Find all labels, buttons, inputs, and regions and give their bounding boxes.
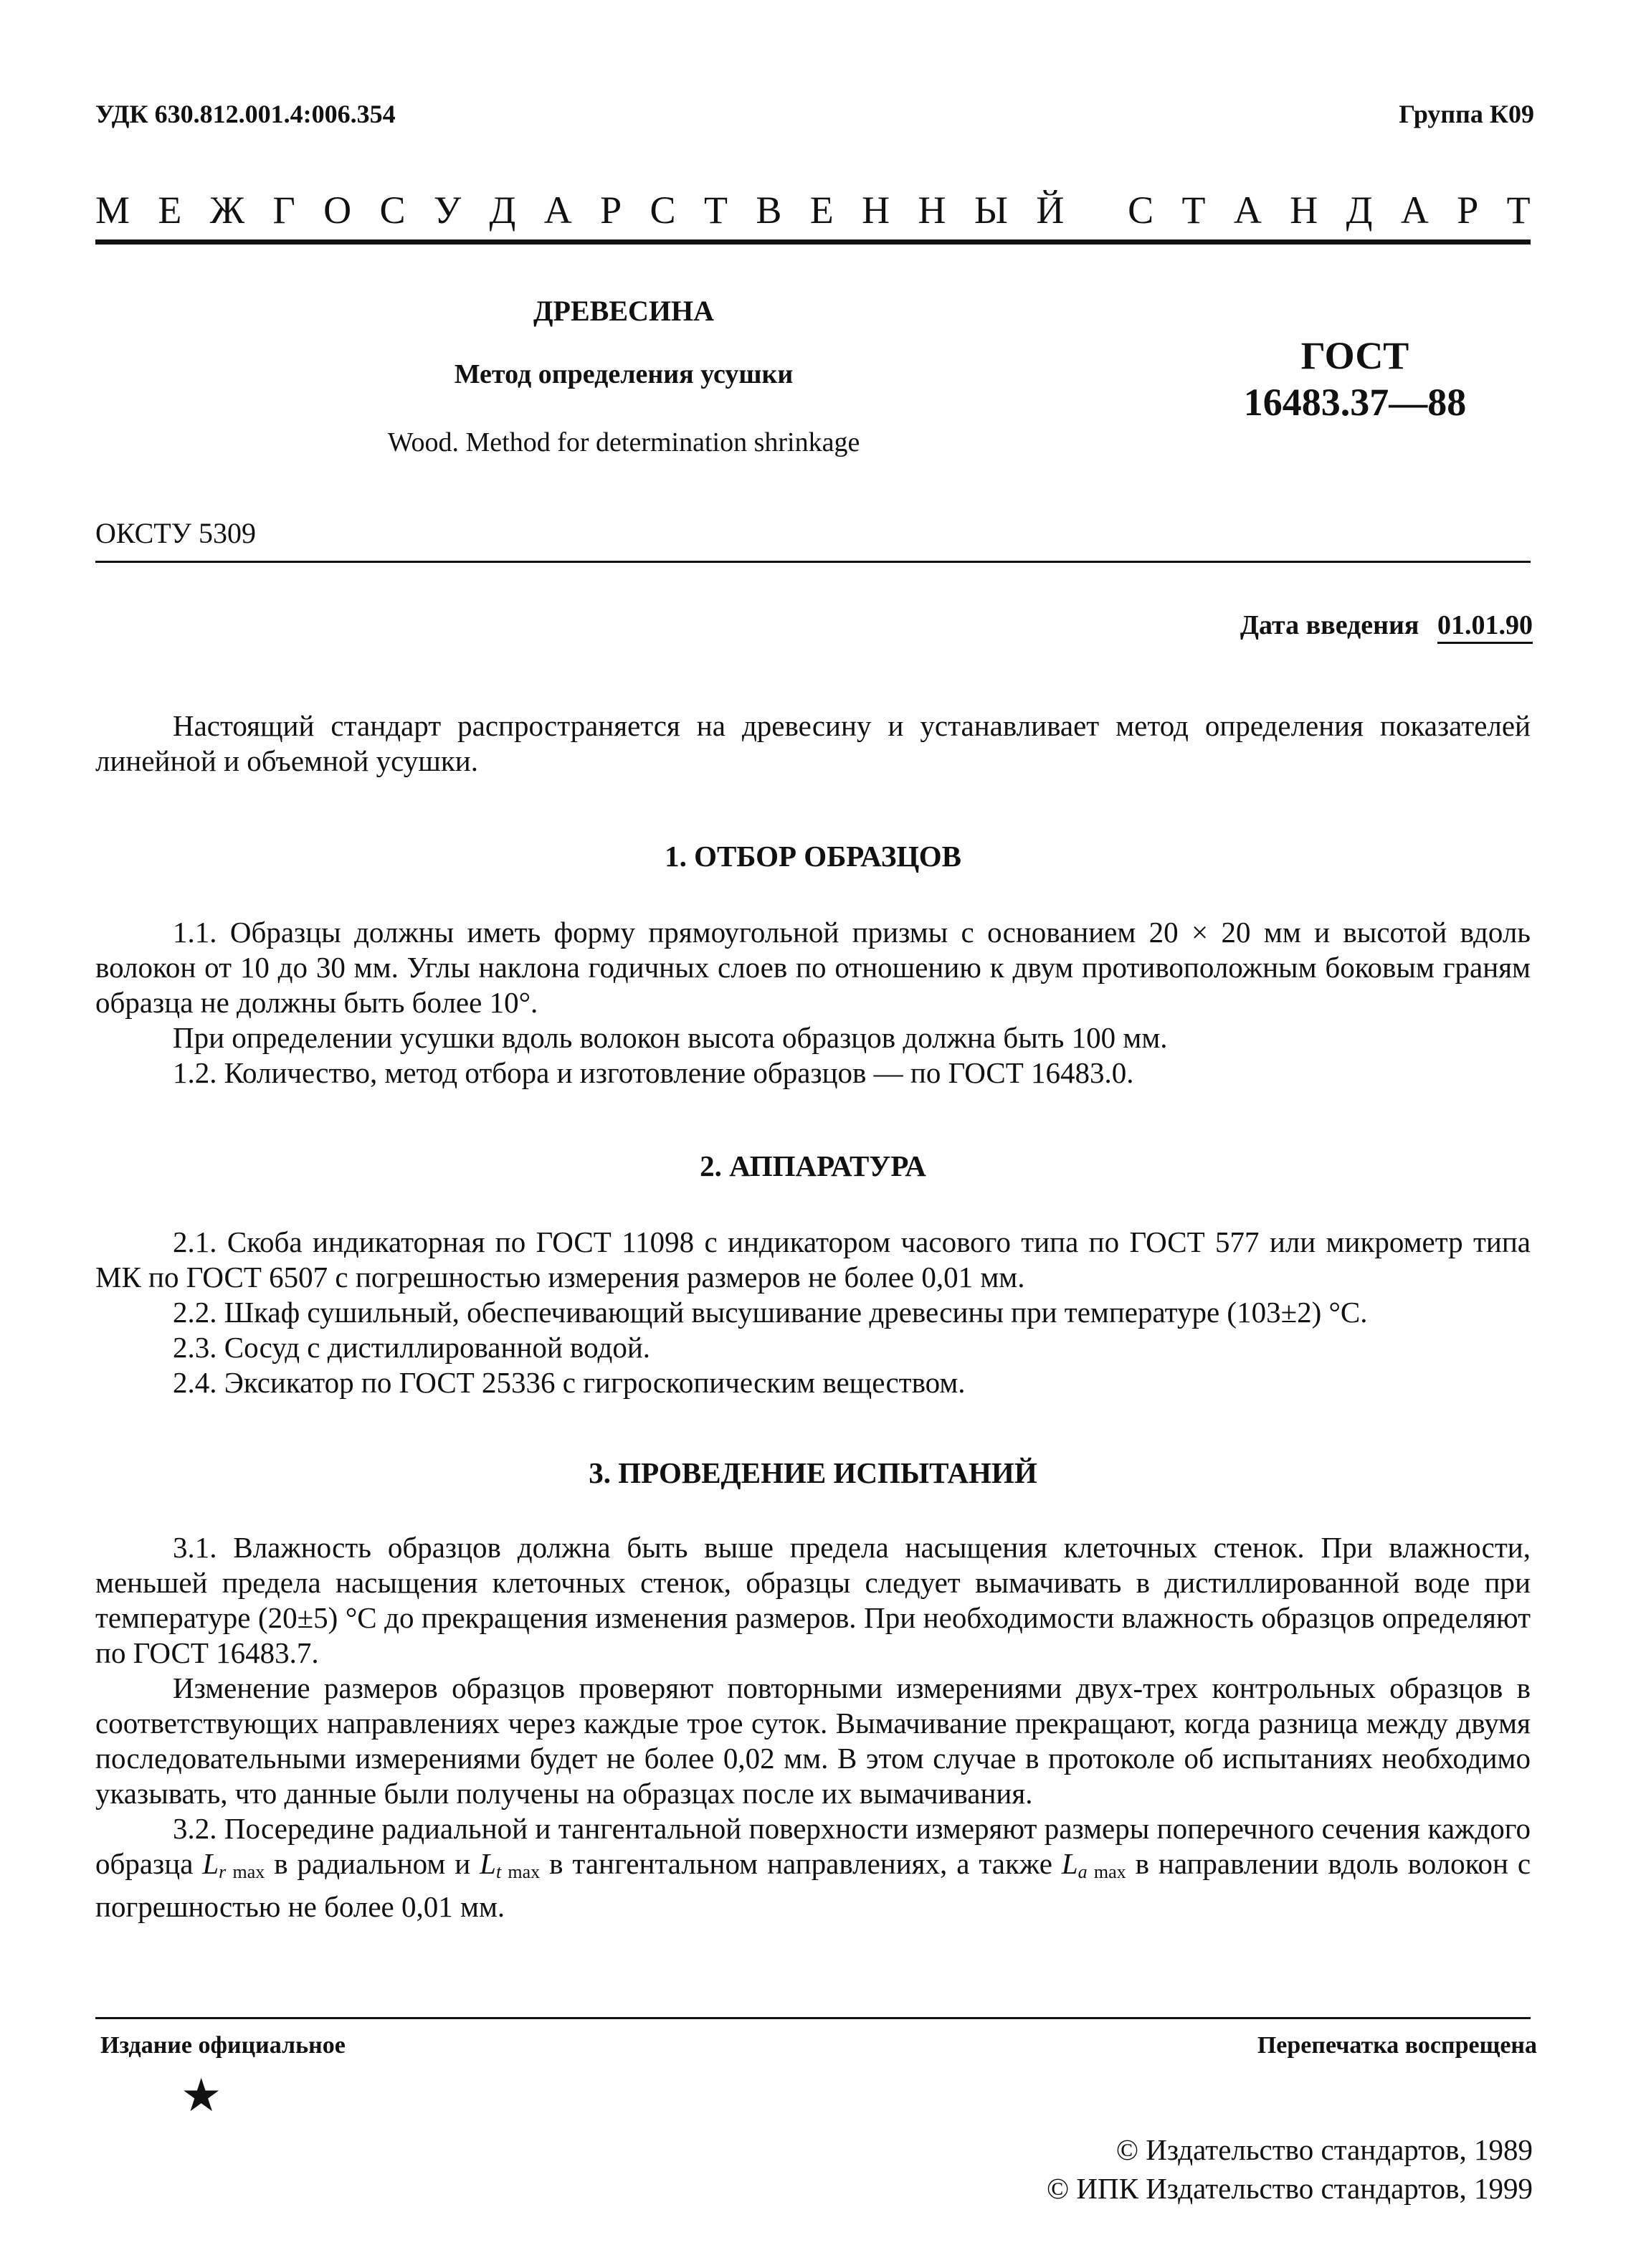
para-2-1: 2.1. Скоба индикаторная по ГОСТ 11098 с индикатором часового типа по ГОСТ 577 или микрометр типа МК по ГОСТ 6507 с погрешностью измерения размеров не более 0,01 мм.: [95, 1225, 1531, 1294]
banner-letter: М: [95, 189, 130, 232]
section-title-2: 2. АППАРАТУРА: [700, 1149, 926, 1182]
footer-rule: [95, 2017, 1531, 2019]
banner-letter: Г: [272, 189, 295, 232]
para-3-1: 3.1. Влажность образцов должна быть выше предела насыщения клеточных стенок. При влажности, меньшей предела насыщения клеточных стенок, образцы следует вымачивать в дистиллированной воде при температуре (20±5) °С до прекращения изменения размеров. При необходимости влажность образцов определяют по ГОСТ 16483.7.: [95, 1531, 1531, 1669]
banner-rule: [95, 239, 1531, 245]
footer-official: Издание официальное: [100, 2032, 346, 2059]
banner-letter: С: [379, 189, 406, 232]
banner-letter: Д: [1346, 189, 1373, 232]
para-2-4: 2.4. Эксикатор по ГОСТ 25336 с гигроскопическим веществом.: [173, 1366, 966, 1399]
section-body-2: [95, 1225, 1531, 1400]
banner-letter: Ж: [209, 189, 245, 232]
standard-banner: [95, 188, 1531, 232]
para-2-2: 2.2. Шкаф сушильный, обеспечивающий высушивание древесины при температуре (103±2) °С.: [173, 1296, 1368, 1329]
para-3-1b: Изменение размеров образцов проверяют повторными измерениями двух-трех контрольных образцов в соответствующих направлениях через каждые трое суток. Вымачивание прекращают, когда разница между двумя последовательными измерениями будет не более 0,02 мм. В этом случае в протоколе об испытаниях необходимо указывать, что данные были получены на образцах после их вымачивания.: [95, 1671, 1531, 1810]
para-1-1: 1.1. Образцы должны иметь форму прямоугольной призмы с основанием 20 × 20 мм и высотой вдоль волокон от 10 до 30 мм. Углы наклона годичных слоев по отношению к двум противоположным боковым граням образца не должны быть более 10°.: [95, 916, 1531, 1019]
gost-number: 16483.37—88: [1243, 381, 1467, 424]
doc-subtitle: Метод определения усушки: [454, 359, 794, 389]
banner-letter: С: [1128, 189, 1154, 232]
banner-gap: [1093, 188, 1100, 232]
udk-code: УДК 630.812.001.4:006.354: [95, 100, 396, 128]
banner-letter: А: [1400, 189, 1429, 232]
banner-letter: Й: [1036, 189, 1065, 232]
banner-letter: Е: [158, 189, 182, 232]
banner-letter: А: [543, 189, 572, 232]
section-body-1: [95, 915, 1531, 1091]
banner-letter: Т: [1181, 189, 1206, 232]
okstu-rule: [95, 561, 1531, 563]
star-icon: ★: [181, 2070, 222, 2121]
intro-date: [1240, 609, 1533, 641]
footer-reprint: Перепечатка воспрещена: [1257, 2032, 1537, 2059]
banner-letter: Е: [809, 189, 834, 232]
banner-letter: О: [323, 189, 352, 232]
copyright-1999: © ИПК Издательство стандартов, 1999: [1046, 2172, 1533, 2205]
intro-text: Настоящий стандарт распространяется на древесину и устанавливает метод определения показателей линейной и объемной усушки.: [95, 709, 1531, 777]
banner-letter: А: [1233, 189, 1262, 232]
section-title-1: 1. ОТБОР ОБРАЗЦОВ: [665, 840, 961, 873]
banner-letter: С: [650, 189, 676, 232]
okstu-code: ОКСТУ 5309: [95, 517, 257, 549]
banner-letter: Т: [1506, 189, 1531, 232]
doc-title: ДРЕВЕСИНА: [533, 295, 714, 327]
intro-paragraph: [95, 708, 1531, 779]
section-body-3: [95, 1530, 1531, 1925]
para-1-1b: При определении усушки вдоль волокон высота образцов должна быть 100 мм.: [173, 1021, 1168, 1054]
para-2-3: 2.3. Сосуд с дистиллированной водой.: [173, 1331, 651, 1364]
para-3-2: 3.2. Посередине радиальной и тангентальной поверхности измеряют размеры поперечного сечения каждого образца $L_{r max}$ в радиальном и $L_{t max}$ в тангентальном направлениях, а также $L_{a max}$ в направлении вдоль волокон с погрешностью не более 0,01 мм.: [95, 1812, 1531, 1923]
banner-letter: Н: [918, 189, 946, 232]
banner-letter: Н: [862, 189, 890, 232]
banner-letter: Н: [1290, 189, 1318, 232]
banner-letter: В: [756, 189, 782, 232]
banner-letter: Т: [703, 189, 728, 232]
banner-letter: Ы: [974, 189, 1008, 232]
banner-letter: Р: [1457, 189, 1479, 232]
gost-label: ГОСТ: [1300, 334, 1409, 377]
copyright-1989: © Издательство стандартов, 1989: [1115, 2133, 1533, 2166]
group-code: Группа К09: [1399, 100, 1534, 128]
intro-date-label: Дата введения: [1240, 610, 1419, 640]
intro-date-value: 01.01.90: [1437, 610, 1533, 644]
banner-letter: Д: [489, 189, 516, 232]
banner-letter: У: [433, 189, 462, 232]
para-1-2: 1.2. Количество, метод отбора и изготовление образцов — по ГОСТ 16483.0.: [173, 1056, 1134, 1089]
section-title-3: 3. ПРОВЕДЕНИЕ ИСПЫТАНИЙ: [589, 1456, 1037, 1489]
doc-english-title: Wood. Method for determination shrinkage: [387, 427, 860, 457]
banner-letter: Р: [600, 189, 622, 232]
